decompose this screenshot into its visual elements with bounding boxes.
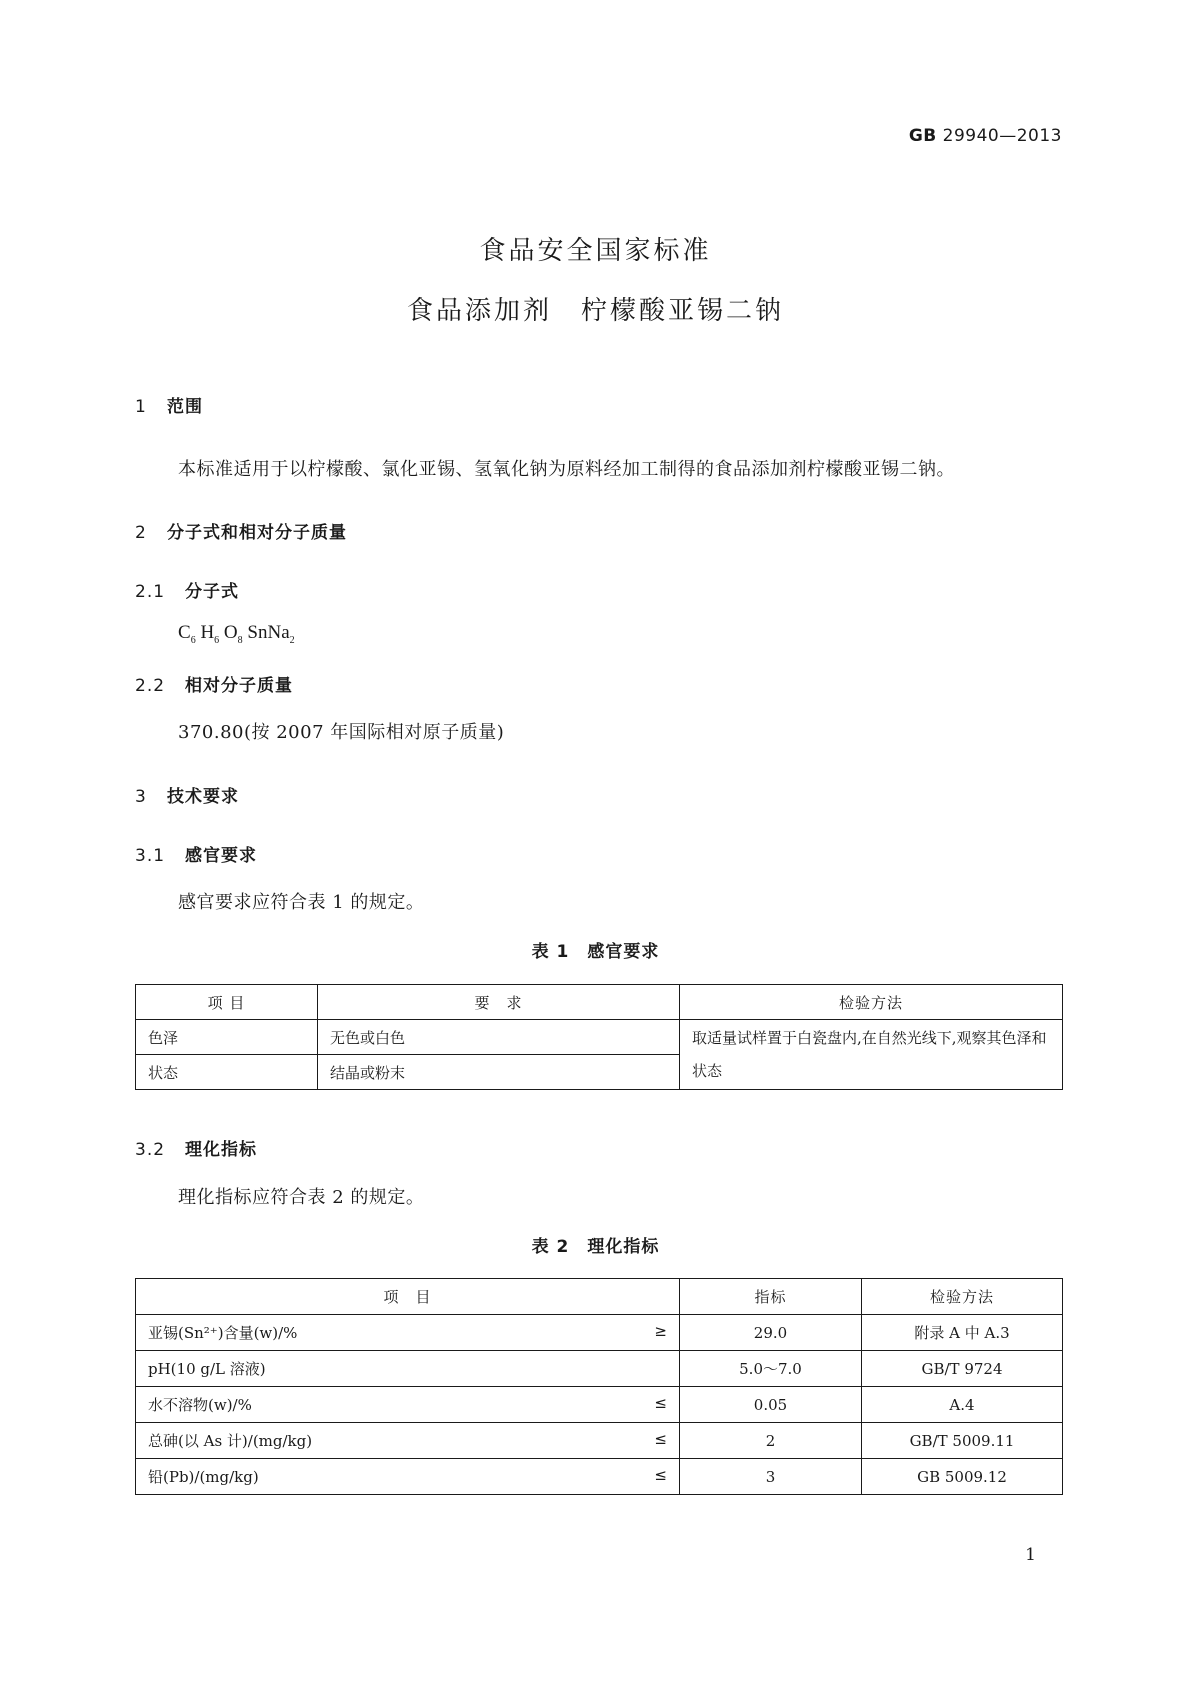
section-3-heading xyxy=(135,782,239,807)
section-2-heading xyxy=(135,518,347,543)
table-cell: 色泽 xyxy=(136,1020,318,1055)
section-title: 分子式 xyxy=(185,582,239,602)
standard-number xyxy=(909,126,1062,146)
table-row xyxy=(136,1387,1063,1423)
section-1-heading xyxy=(135,392,203,417)
doc-title-line1: 食品安全国家标准 xyxy=(479,236,712,266)
section-3-1-heading xyxy=(135,841,257,866)
doc-title-line2: 食品添加剂 柠檬酸亚锡二钠 xyxy=(406,296,784,326)
table-header-cell: 指标 xyxy=(680,1279,862,1315)
table-header-cell: 项 目 xyxy=(136,1279,680,1315)
table-cell-value: 29.0 xyxy=(680,1315,862,1351)
section-number: 3.2 xyxy=(135,1140,166,1160)
table-cell-item: 亚锡(Sn²⁺)含量(w)/% ≥ xyxy=(136,1315,680,1351)
standard-code: 29940—2013 xyxy=(942,126,1062,146)
section-3-2-text: 理化指标应符合表 2 的规定。 xyxy=(178,1187,425,1208)
table-row xyxy=(136,1459,1063,1495)
table-row xyxy=(136,1315,1063,1351)
table-cell-value: 0.05 xyxy=(680,1387,862,1423)
table-cell: 状态 xyxy=(136,1055,318,1090)
section-title: 感官要求 xyxy=(185,846,257,866)
section-3-2-heading xyxy=(135,1135,257,1160)
section-1-text: 本标准适用于以柠檬酸、氯化亚锡、氢氧化钠为原料经加工制得的食品添加剂柠檬酸亚锡二钠。 xyxy=(178,459,955,480)
table-cell: 无色或白色 xyxy=(318,1020,680,1055)
table-header-row xyxy=(136,1279,1063,1315)
comparison-symbol: ≥ xyxy=(654,1322,667,1340)
comparison-symbol: ≤ xyxy=(654,1430,667,1448)
comparison-symbol: ≤ xyxy=(654,1394,667,1412)
table-row xyxy=(136,1020,1063,1055)
table-cell-method: 取适量试样置于白瓷盘内,在自然光线下,观察其色泽和状态 xyxy=(680,1020,1063,1090)
table-header-cell: 检验方法 xyxy=(680,985,1063,1020)
section-number: 3.1 xyxy=(135,846,166,866)
table-cell-method: GB 5009.12 xyxy=(862,1459,1063,1495)
table-cell-item: pH(10 g/L 溶液) xyxy=(136,1351,680,1387)
table-header-cell: 要 求 xyxy=(318,985,680,1020)
section-2-1-heading xyxy=(135,577,239,602)
table-cell-method: GB/T 9724 xyxy=(862,1351,1063,1387)
table-cell: 结晶或粉末 xyxy=(318,1055,680,1090)
page-number: 1 xyxy=(1025,1545,1036,1565)
molecular-weight-text: 370.80(按 2007 年国际相对原子质量) xyxy=(178,722,505,743)
standard-prefix: GB xyxy=(908,126,937,146)
table-cell-item: 总砷(以 As 计)/(mg/kg) ≤ xyxy=(136,1423,680,1459)
section-title: 理化指标 xyxy=(185,1140,257,1160)
section-number: 3 xyxy=(135,787,147,807)
table-cell-method: 附录 A 中 A.3 xyxy=(862,1315,1063,1351)
molecular-formula: $C_6$ $H_6$ $O_8$ SnNa$_2$ xyxy=(178,622,295,646)
table-2-physicochemical xyxy=(135,1278,1063,1495)
table-cell-item: 水不溶物(w)/% ≤ xyxy=(136,1387,680,1423)
table-1-caption: 表 1 感官要求 xyxy=(531,942,660,962)
section-title: 技术要求 xyxy=(167,787,239,807)
section-number: 1 xyxy=(135,397,147,417)
table-2-caption: 表 2 理化指标 xyxy=(531,1237,660,1257)
table-cell-value: 5.0～7.0 xyxy=(680,1351,862,1387)
section-title: 范围 xyxy=(167,397,203,417)
table-header-cell: 项 目 xyxy=(136,985,318,1020)
table-cell-method: A.4 xyxy=(862,1387,1063,1423)
table-header-row xyxy=(136,985,1063,1020)
section-title: 相对分子质量 xyxy=(185,676,293,696)
table-1-sensory xyxy=(135,984,1063,1090)
section-number: 2.1 xyxy=(135,582,166,602)
section-3-1-text: 感官要求应符合表 1 的规定。 xyxy=(178,892,425,913)
table-cell-value: 3 xyxy=(680,1459,862,1495)
section-2-2-heading xyxy=(135,671,293,696)
table-header-cell: 检验方法 xyxy=(862,1279,1063,1315)
section-number: 2 xyxy=(135,523,147,543)
table-cell-item: 铅(Pb)/(mg/kg) ≤ xyxy=(136,1459,680,1495)
comparison-symbol: ≤ xyxy=(654,1466,667,1484)
table-cell-value: 2 xyxy=(680,1423,862,1459)
table-row xyxy=(136,1423,1063,1459)
section-number: 2.2 xyxy=(135,676,166,696)
table-cell-method: GB/T 5009.11 xyxy=(862,1423,1063,1459)
table-row xyxy=(136,1351,1063,1387)
section-title: 分子式和相对分子质量 xyxy=(167,523,347,543)
